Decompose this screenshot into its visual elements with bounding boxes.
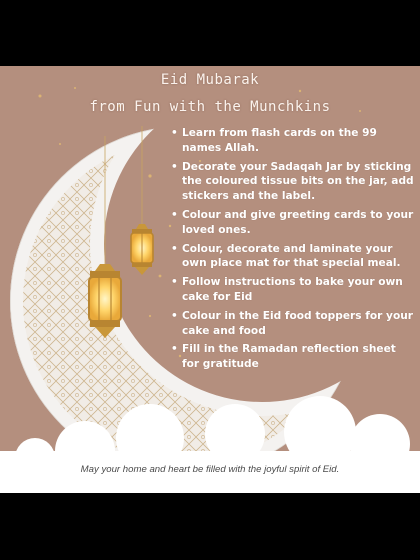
activity-list xyxy=(171,126,416,376)
greeting-title: Eid Mubarak xyxy=(160,72,260,88)
greeting-subtitle: from Fun with the Munchkins xyxy=(89,99,331,115)
list-item: • Colour and give greeting cards to your loved ones. xyxy=(171,208,416,238)
footer-message: May your home and heart be filled with the joyful spirit of Eid. xyxy=(80,464,340,475)
list-item: • Fill in the Ramadan reflection sheet for gratitude xyxy=(171,342,416,372)
list-item: • Colour, decorate and laminate your own place mat for that special meal. xyxy=(171,242,416,272)
list-item: • Colour in the Eid food toppers for your cake and food xyxy=(171,309,416,339)
list-item: • Follow instructions to bake your own cake for Eid xyxy=(171,275,416,305)
eid-card xyxy=(0,66,420,493)
list-item: • Decorate your Sadaqah Jar by sticking the coloured tissue bits on the jar, add stickers and the label. xyxy=(171,160,416,204)
lantern-icon xyxy=(89,264,121,338)
list-item: • Learn from flash cards on the 99 names Allah. xyxy=(171,126,416,156)
